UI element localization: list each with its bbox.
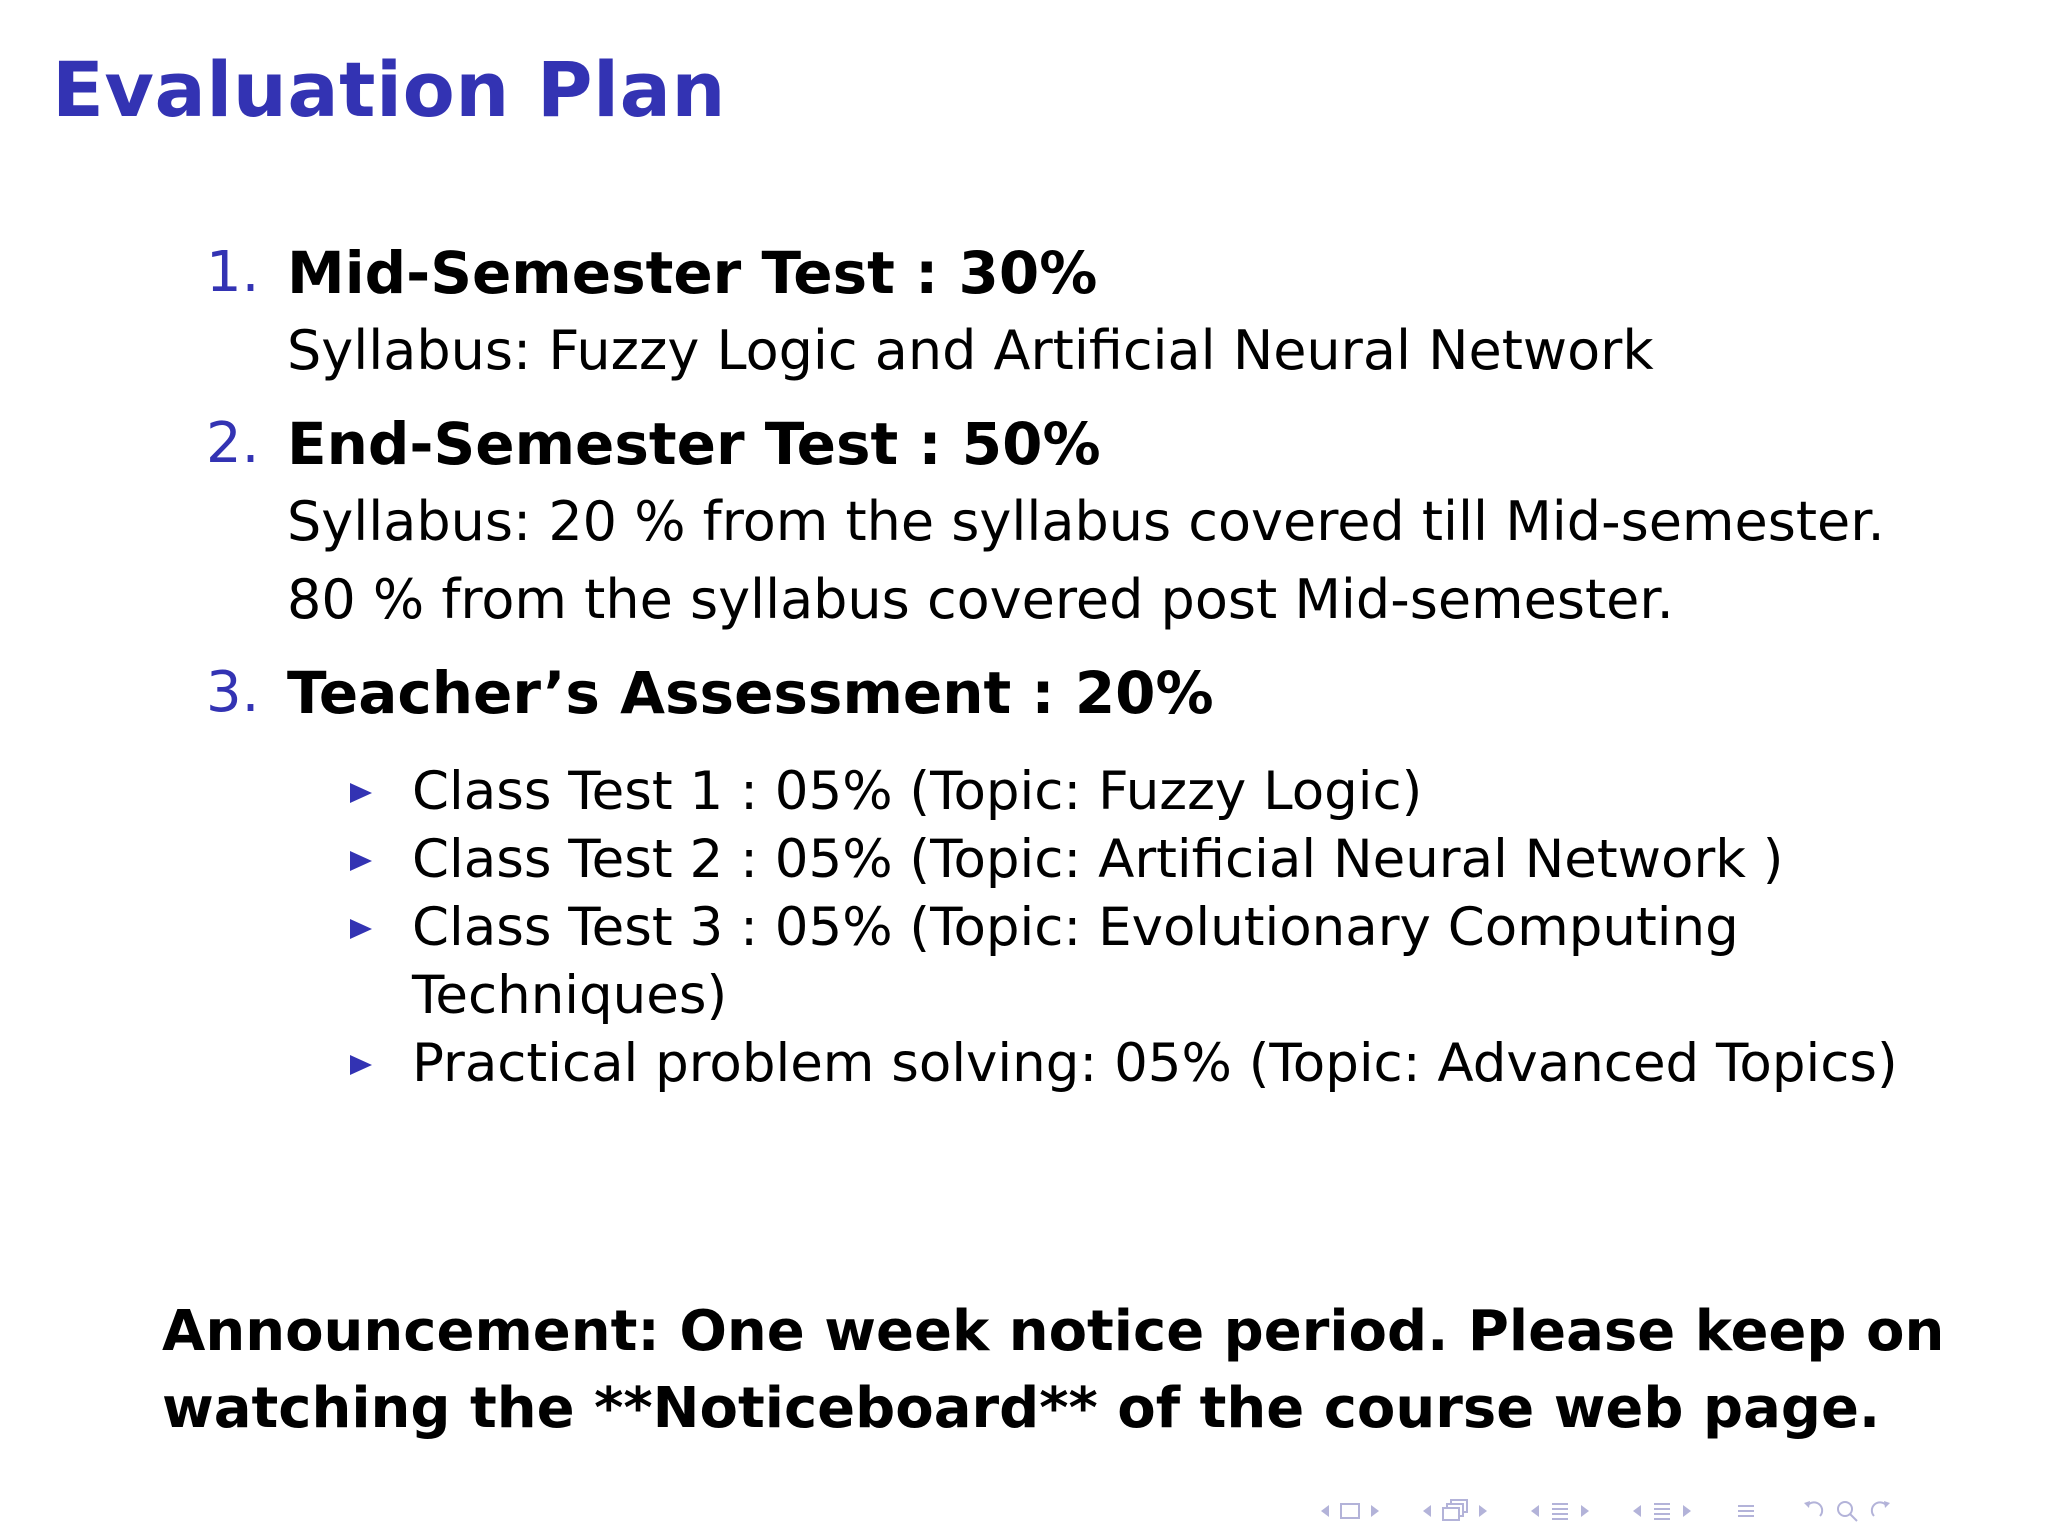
subsection-icon[interactable] [1438, 1496, 1472, 1526]
bullet-text-continuation: Techniques) [412, 965, 728, 1026]
enum-heading: Mid-Semester Test : 30% [287, 239, 1098, 307]
appendix-icon[interactable] [1732, 1496, 1760, 1526]
enum-body-line: Syllabus: 20 % from the syllabus covered till Mid-semester. [287, 490, 1885, 553]
nav-right-arrow-icon[interactable] [1680, 1496, 1694, 1526]
enum-heading: End-Semester Test : 50% [287, 410, 1101, 478]
frame-icon[interactable] [1336, 1496, 1364, 1526]
enum-body-line: Syllabus: Fuzzy Logic and Artificial Neural Network [287, 319, 1654, 382]
section-icon[interactable] [1546, 1496, 1574, 1526]
announcement-line: watching the **Noticeboard** of the course web page. [162, 1376, 1881, 1441]
beamer-navigation-bar [1318, 1496, 2018, 1526]
nav-left-arrow-icon[interactable] [1528, 1496, 1542, 1526]
nav-left-arrow-icon[interactable] [1318, 1496, 1332, 1526]
enum-number: 3. [206, 660, 260, 725]
presentation-icon[interactable] [1648, 1496, 1676, 1526]
bullet-text: Class Test 3 : 05% (Topic: Evolutionary Computing [412, 897, 1739, 958]
bullet-text: Class Test 1 : 05% (Topic: Fuzzy Logic) [412, 761, 1423, 822]
triangle-bullet-icon [348, 758, 384, 826]
enum-number: 2. [206, 411, 260, 476]
triangle-bullet-icon [348, 826, 384, 894]
nav-left-arrow-icon[interactable] [1420, 1496, 1434, 1526]
enum-body-line: 80 % from the syllabus covered post Mid-semester. [287, 568, 1674, 631]
enum-heading: Teacher’s Assessment : 20% [287, 659, 1214, 727]
back-icon[interactable] [1798, 1496, 1828, 1526]
announcement [162, 1293, 1945, 1447]
triangle-bullet-icon [348, 894, 384, 962]
bullet-text: Practical problem solving: 05% (Topic: Advanced Topics) [412, 1033, 1898, 1094]
announcement-line: Announcement: One week notice period. Please keep on [162, 1299, 1945, 1364]
nav-left-arrow-icon[interactable] [1630, 1496, 1644, 1526]
nav-right-arrow-icon[interactable] [1368, 1496, 1382, 1526]
forward-icon[interactable] [1866, 1496, 1896, 1526]
triangle-bullet-icon [348, 1030, 384, 1098]
bullet-text: Class Test 2 : 05% (Topic: Artificial Neural Network ) [412, 829, 1784, 890]
slide-title: Evaluation Plan [52, 45, 726, 134]
search-icon[interactable] [1832, 1496, 1862, 1526]
nav-right-arrow-icon[interactable] [1578, 1496, 1592, 1526]
nav-right-arrow-icon[interactable] [1476, 1496, 1490, 1526]
enum-number: 1. [206, 240, 260, 305]
